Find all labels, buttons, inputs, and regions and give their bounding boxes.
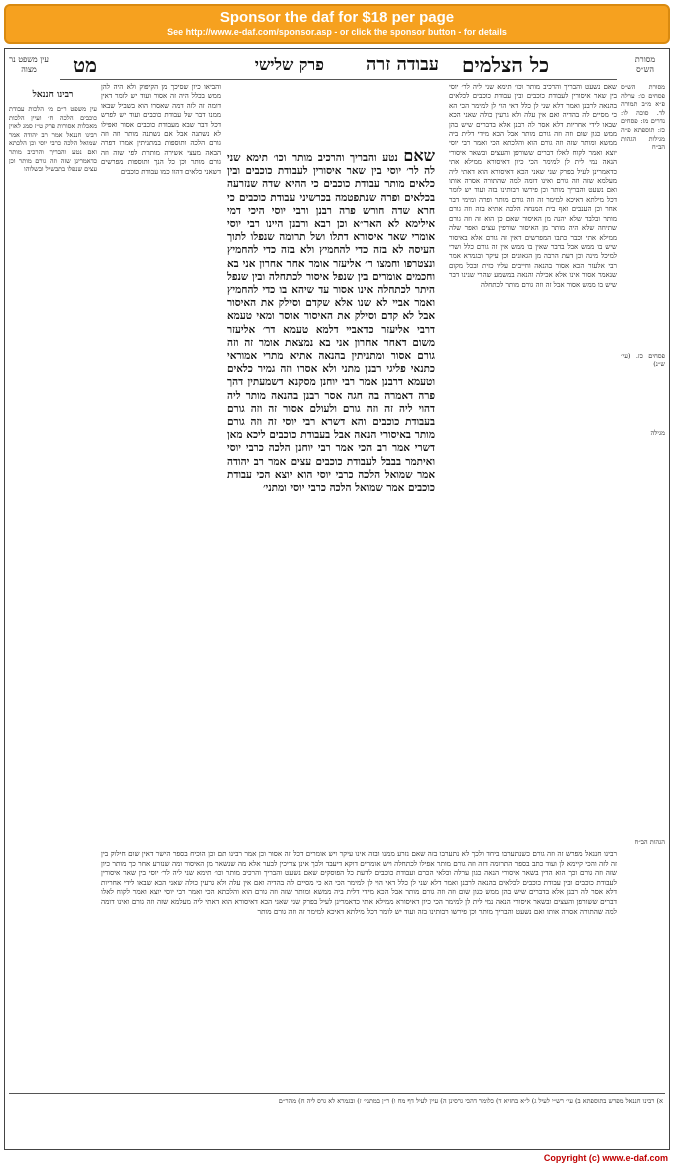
copyright-text: Copyright (c) www.e-daf.com	[543, 1153, 668, 1163]
rabbeinu-chananel-heading: רבינו חננאל	[32, 90, 74, 100]
gemara-text: נטע והבריך והרכיב מותר וכו׳ תימא שני לה לר׳ יוסי בין שאר איסורין לעבודת כוכבים ובין כלאים מותר עבודת כוכבים כי ההיא שדה שנזרעה בכלאים ופרה שנתפטמה בכרשיני עבודת כוכבים כי חרא שדה חורש פרה רבנן ורבי יוסי היכי דמי אילימא לא האר״א וכן רבא ורבנן היינו רבי יוסי אומרי שאר איסורא דתלו ושל תרומה שנפלו לתוך העיסה לא בזה כדי להחמיץ ולא בזה כדי להחמיץ ונצטרפו וחמצו ר׳ אליעזר אומר אחר אחרון אני בא וחכמים אומרים בין שנפל איסור לכתחלה ובין שנפל היתר לכתחלה אינו אסור עד שיהא בו כדי להחמיץ ואמר אביי לא שנו אלא שקדם וסילק את האיסור אבל לא קדם וסילק את האיסור אוסר ומאי טעמא דרבי אליעזר כדאביי דלמא טעמא דר׳ אליעזר משום דאחר אחרון אני בא נמצאת אומר זה וזה גורם אסור ומתניתין בהנאה אתיא מתרי אמוראי כתנאי פליגי רבנן מתני ולא אסרו וזה גמיר כלאים וטעמא דרבנן אמר רבי יוחנן מסקנא דשמעתין דהך פרה דאמרה בה חגה אסר רבנן בהנאה מותר ליה דהוי ליה זה וזה גורם ולעולם אסור זה וזה גורם בעבודת כוכבים והא דשרא רבי יוסי זה וזה גורם מותר באיסורי הנאה אבל בעבודת כוכבים ליכא מאן דשרי אמר רב הכי אמר רבי יוחנן הלכה כרבי יוסי ואיתמר בבבל לעבודת כוכבים עצים אמר רב יהודה אמר שמואל הלכה כרבי יוסי הוא יוצא הכי עבודת כוכבים אמר שמואל הלכה כרבי יוסי ומתני׳	[227, 152, 435, 495]
sponsor-banner[interactable]	[4, 4, 670, 44]
margin-label-3: הגהות הב״ח	[634, 837, 665, 846]
rashi-text: שאם נשעט והבריך והרכיב מותר וכו׳ תימא שני ליה לר׳ יוסי בין שאר איסורין לעבודת כוכבים ובין עבודת כוכבים לכלאים בהנאה לרבנן ואמר דלא שני לן כלל דאי הוי לן למימר הכי הא כי מסיים לה בהדיה ואם אין עלה ולא גרעין כולה שאני הכא שבאו לידי אחריות דלא אסר לה רבנן אלא בדברים שיש בהן ממש כגון שום וזה וזה גורם מותר אבל הכא מידי דלית ביה ממשא ומותר שזה וזה גורם הוא והלכתא הכי ואמר רבי יוסי יוצא ואמר לקוח לאלו דברים ששורפן והעצים ובשאר איסורי הנאה נמי לית לן למימר הכי כיון דאיסורא ממילא אתי כדאמרינן לעיל בפרק שני שאני הכא דאיסורא הוא דאתי ליה מעלמא שזה וזה גורם ואינו דומה למה שהתורה אסרה אותו ואם נשעט והבריך מותר וכן פירשו רבותינו בזה ועוד יש לומר דכל מילתא דאיכא למימר זה וזה גורם מותר	[449, 83, 617, 204]
bottom-commentary-text: רבינו חננאל מפרש זה וזה גורם כשנתערבו ביחד ולכך לא נתערבו בזה שאם נזרע ממנו ובזה אינו עיקר ויש אומרים דכל זה אסור וכן אמר רבינו תם וכן הוכיח בספר הישר דאין שום חילוק בין זה לזה והכי קיימא לן ועוד כתב בספר התרומה דזה וזה גורם מותר אפילו לכתחלה ויש אומרים דוקא דיעבד ולכך אינן צריכין לבער אלא מה שנשאר מן האיסור ומה שנזרע אחר כך מותר כיון שזה וזה גורם וכך הוא הדין בשאר איסורי הנאה כגון ערלה וכלאי הכרם ועבודת כוכבים לדעת כל הפוסקים	[101, 849, 617, 878]
folio-number: מט	[73, 53, 97, 77]
header-rule	[60, 79, 617, 80]
left-margin-text: עין משפט ר״ם מ׳ הלכות עבודת כוכבים הלכה ח׳ ועיין הלכות מאכלות אסורות פרק ט״ז סמג לאוין רבינו חננאל אמר רב יהודה אמר שמואל הלכה כרבי יוסי וכן הלכתא ואם נטע והבריך והרכיב מותר כדאמרינן שזה וזה גורם מותר וכן עצים שנפלו בתבשיל ובשלוהו	[9, 105, 97, 174]
tosafot-column	[101, 83, 221, 843]
footer-rule	[9, 1093, 665, 1094]
tractate-title: עבודה זרה	[366, 54, 439, 75]
margin-label-1: פסחים כז. (עי׳ ש״נ)	[621, 351, 665, 369]
tosafot-text: והביאו כיון שסיכך מן הקיפוק ולא היה להן ממש בכלל היה זה אסור ועוד יש לומר דאין דומה זה לזה דמה שאסרו הוא בשביל שבאו ממנו דבר של עבודת כוכבים ועוד יש לפרש דכל דבר שבא מעבודת כוכבים אסור ואפילו לא נשתנה אבל אם נשתנה מותר וזה וזה גורם הלכה ותוספות במתניתין אמרו דפרה הבאה מעצי אשירה מותרת לפי שזה וזה גורם מותר וכן כל הנך ותוספות מפרשים דשאני כלאים דהוו כמו עבודת כוכבים	[101, 83, 221, 176]
left-margin-column	[9, 83, 97, 1083]
rashi-column	[449, 83, 617, 843]
chapter-title: כל הצלמים	[461, 53, 549, 77]
sponsor-title[interactable]: Sponsor the daf for $18 per page	[219, 9, 455, 26]
rashi-text-continued: ופרה ומימי דבר אחר וכן הענבים ואף בית המנחה הלכה אתיא בזה וזה גורם מותר ובלבד שלא יהנה מן האיסור שאם כן הוא זה וזה גורם שתיחה שלא היה מותר מן האיסור שורפין עצים ואפר שלה ממילא אתי וכבר כתבו המפרשים דאין זה גורם אלא באיסור שיש בו ממש אבל בדבר שאין בו ממש אין זה גורם כלל ושרי למיכל מינה וכן דעת הרבה מן הגאונים וכן עיקר ובגמרא אמר רבי אלעזר הכא אסור בהנאה וחייבים עליו כזית ובכל מקום שנאמר אסור אינו אלא אכילה והנאה במשמע שהרי שנינו דבר שיש בו ממש אסור אבל זה וזה גורם מותר לכתחלה	[449, 195, 617, 289]
masoret-label: מסורת הש״ס	[634, 55, 656, 74]
ein-mishpat-label: עין משפט נר מצוה	[9, 55, 49, 74]
footer-notes	[11, 1097, 663, 1147]
gemara-block	[227, 149, 435, 669]
right-margin-column	[621, 83, 665, 1123]
talmud-page	[4, 48, 670, 1150]
bottom-commentary	[101, 849, 617, 1089]
sponsor-subtitle[interactable]: See http://www.e-daf.com/sponsor.asp - or click the sponsor button - for details	[167, 27, 507, 37]
right-margin-text: מסורת הש״ס פסחים כו: ערלה פ״א מ״ב תמורה לד. סוכה לו: נדרים מז: פסחים כז: תוספתא פ״ה מגילות הגהות הב״ח	[621, 83, 665, 152]
perek-title: פרק שלישי	[254, 55, 324, 74]
margin-label-2: מגילה	[650, 428, 665, 437]
gemara-lead-word: שאם	[403, 149, 435, 165]
bottom-commentary-text-2: שאם נשעט והבריך והרכיב מותר וכו׳ תימא שני ליה לר׳ יוסי בין שאר איסורין לעבודת כוכבים ובין עבודת כוכבים לכלאים בהנאה לרבנן ואמר דלא שני לן כלל דאי הוי לן למימר הכי הא כי מסיים לה בהדיה ואם אין עלה ולא גרעין כולה שאני הכא שבאו לידי אחריות דלא אסר לה רבנן אלא בדברים שיש בהן ממש כגון שום וזה וזה גורם מותר אבל הכא מידי דלית ביה ממשא ומותר שזה וזה גורם הוא והלכתא הכי ואמר רבי יוסי יוצא ואמר לקוח לאלו דברים ששורפן והעצים ובשאר איסורי הנאה נמי לית לן למימר הכי כיון דאיסורא ממילא אתי כדאמרינן לעיל בפרק שני שאני הכא דאיסורא הוא דאתי ליה מעלמא שזה וזה גורם ואינו דומה למה שהתורה אסרה אותו ואם נשעט והבריך מותר וכן פירשו רבותינו בזה ועוד יש לומר דכל מילתא דאיכא למימר זה וזה גורם מותר	[101, 868, 617, 916]
footer-notes-text: א) רבינו חננאל מפרש בתוספתא ב) עי׳ רש״י לעיל ג) ל״א בחזיא ד) כלומר דהכי גרסינן ה) עיין לעיל דף מח ו) ר״ן במתני׳ ז) ובגמרא לא גרס ליה ח) מהר״ם	[278, 1097, 663, 1105]
